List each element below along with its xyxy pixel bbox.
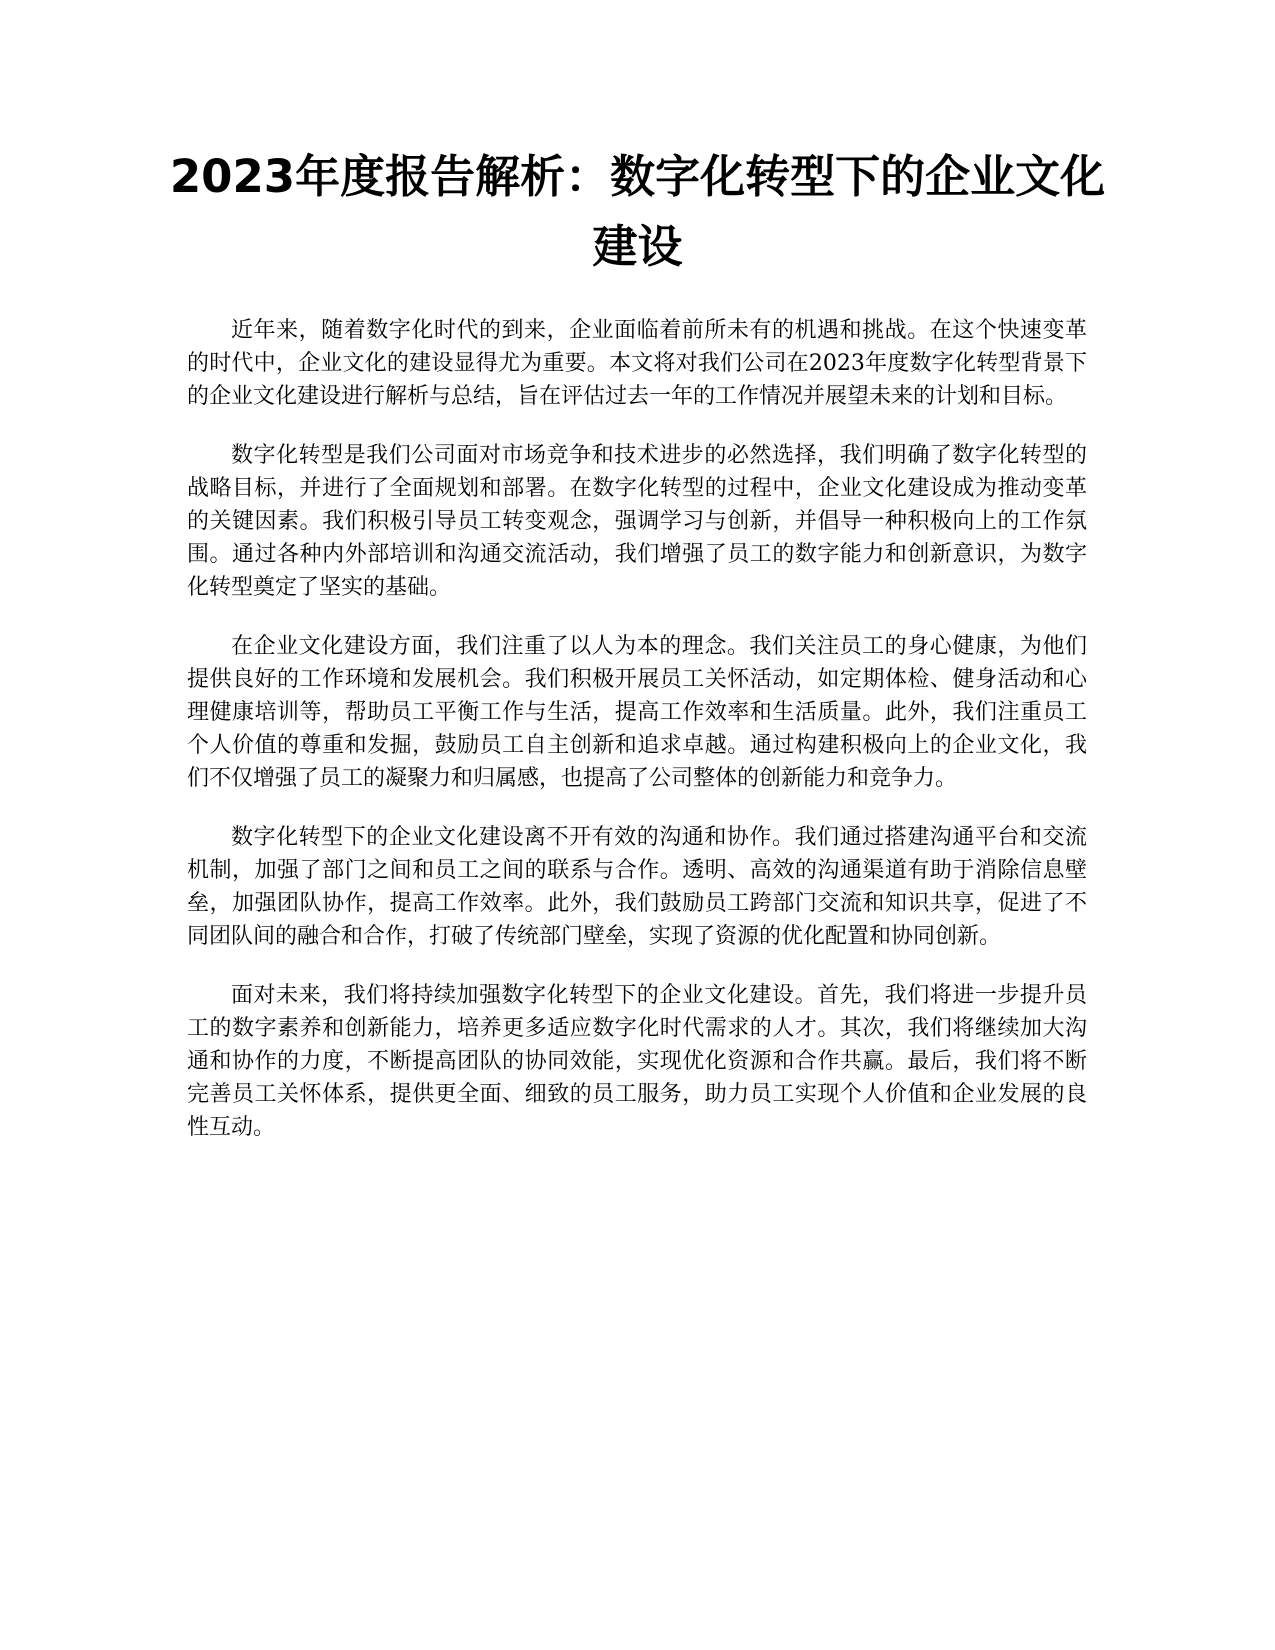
paragraph-2: 数字化转型是我们公司面对市场竞争和技术进步的必然选择，我们明确了数字化转型的战略目标，并进行了全面规划和部署。在数字化转型的过程中，企业文化建设成为推动变革的关键因素。我们积极引导员工转变观念，强调学习与创新，并倡导一种积极向上的工作氛围。通过各种内外部培训和沟通交流活动，我们增强了员工的数字能力和创新意识，为数字化转型奠定了坚实的基础。 <box>187 443 1087 600</box>
paragraph-4: 数字化转型下的企业文化建设离不开有效的沟通和协作。我们通过搭建沟通平台和交流机制，加强了部门之间和员工之间的联系与合作。透明、高效的沟通渠道有助于消除信息壁垒，加强团队协作，提高工作效率。此外，我们鼓励员工跨部门交流和知识共享，促进了不同团队间的融合和合作，打破了传统部门壁垒，实现了资源的优化配置和协同创新。 <box>187 825 1087 949</box>
document-body <box>187 314 1087 1170</box>
paragraph-1: 近年来，随着数字化时代的到来，企业面临着前所未有的机遇和挑战。在这个快速变革的时代中，企业文化的建设显得尤为重要。本文将对我们公司在2023年度数字化转型背景下的企业文化建设进行解析与总结，旨在评估过去一年的工作情况并展望未来的计划和目标。 <box>187 318 1087 409</box>
document-title: 2023年度报告解析：数字化转型下的企业文化建设 <box>169 150 1106 273</box>
paragraph-3: 在企业文化建设方面，我们注重了以人为本的理念。我们关注员工的身心健康，为他们提供良好的工作环境和发展机会。我们积极开展员工关怀活动，如定期体检、健身活动和心理健康培训等，帮助员工平衡工作与生活，提高工作效率和生活质量。此外，我们注重员工个人价值的尊重和发掘，鼓励员工自主创新和追求卓越。通过构建积极向上的企业文化，我们不仅增强了员工的凝聚力和归属感，也提高了公司整体的创新能力和竞争力。 <box>187 634 1087 791</box>
paragraph-5: 面对未来，我们将持续加强数字化转型下的企业文化建设。首先，我们将进一步提升员工的数字素养和创新能力，培养更多适应数字化时代需求的人才。其次，我们将继续加大沟通和协作的力度，不断提高团队的协同效能，实现优化资源和合作共赢。最后，我们将不断完善员工关怀体系，提供更全面、细致的员工服务，助力员工实现个人价值和企业发展的良性互动。 <box>187 983 1087 1140</box>
